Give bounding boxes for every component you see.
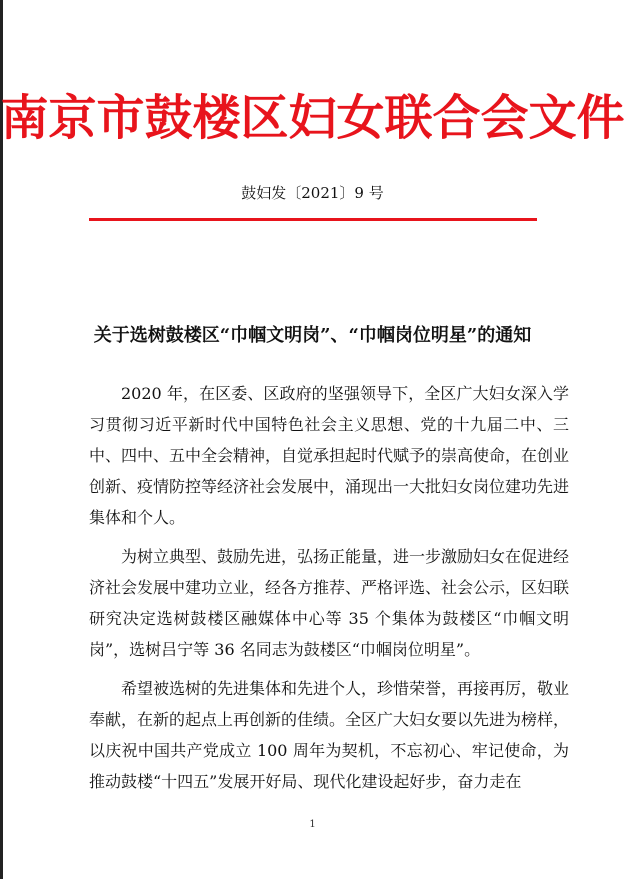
document-header-title: 南京市鼓楼区妇女联合会文件 — [0, 90, 625, 146]
page-number: 1 — [309, 819, 316, 830]
notice-title: 关于选树鼓楼区“巾帼文明岗”、“巾帼岗位明星”的通知 — [93, 325, 532, 346]
header-red-divider — [89, 218, 537, 221]
body-paragraph: 为树立典型、鼓励先进，弘扬正能量，进一步激励妇女在促进经济社会发展中建功立业，经各方推荐、严格评选、社会公示，区妇联研究决定选树鼓楼区融媒体中心等 35 个集体为鼓楼区“巾帼文明岗”，选树吕宁等 36 名同志为鼓楼区“巾帼岗位明星”。 — [89, 547, 570, 659]
body-paragraph: 希望被选树的先进集体和先进个人，珍惜荣誉，再接再厉，敬业奉献，在新的起点上再创新的佳绩。全区广大妇女要以先进为榜样，以庆祝中国共产党成立 100 周年为契机，不忘初心、牢记使命，为推动鼓楼“十四五”发展开好局、现代化建设起好步，奋力走在 — [89, 679, 570, 791]
notice-body — [89, 378, 569, 805]
body-paragraph: 2020 年，在区委、区政府的坚强领导下，全区广大妇女深入学习贯彻习近平新时代中国特色社会主义思想、党的十九届二中、三中、四中、五中全会精神，自觉承担起时代赋予的崇高使命，在创业创新、疫情防控等经济社会发展中，涌现出一大批妇女岗位建功先进集体和个人。 — [89, 384, 570, 527]
document-number: 鼓妇发〔2021〕9 号 — [241, 184, 384, 202]
